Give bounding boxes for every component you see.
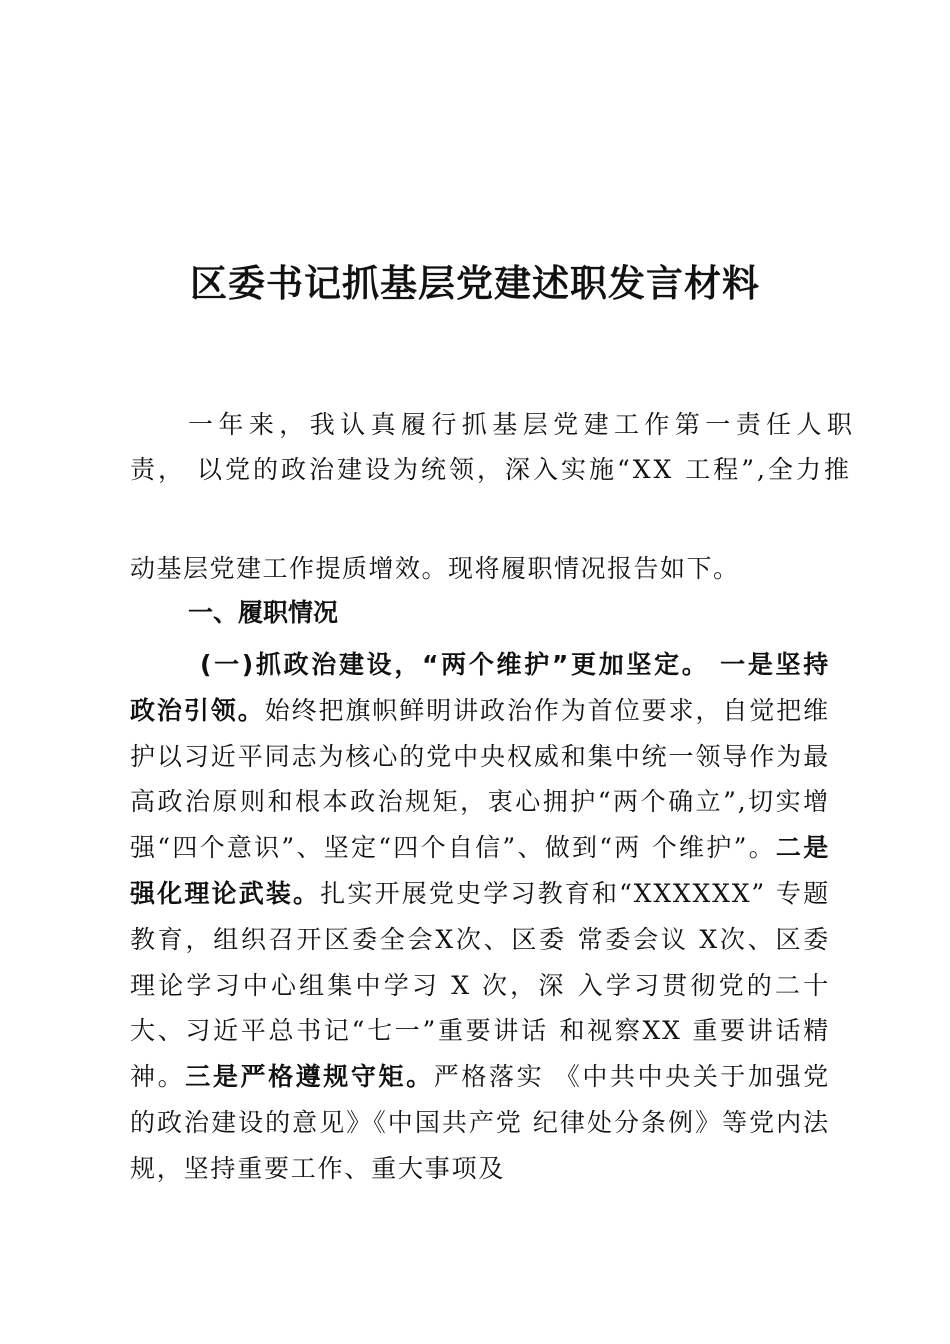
section-heading: 一、履职情况: [188, 598, 339, 627]
intro-paragraph: 一年来，我认真履行抓基层党建工作第一责任人职责， 以党的政治建设为统领，深入实施“XX 工程”,全力推: [130, 410, 855, 484]
point2-text: 扎实开展党史学习教育和“XXXXXX” 专题教育，组织召开区委全会X次、区委 常委会议 X次、区委理论学习中心组集中学习 X 次，深 入学习贯彻党的二十大、习近平总书记“七一”重要讲话 和视察XX 重要讲话精神。: [130, 878, 830, 1092]
document-title: 区委书记抓基层党建述职发言材料: [190, 262, 760, 305]
point2-title: 二是强化理论武装。: [130, 833, 830, 908]
point3-title: 三是严格遵规守矩。: [185, 1062, 434, 1092]
intro-continuation: 动基层党建工作提质增效。现将履职情况报告如下。: [130, 554, 740, 583]
subsection-paragraph: [130, 642, 830, 1192]
point1-text: 始终把旗帜鲜明讲政治作为首位要求，自觉把维护以习近平同志为核心的党中央权威和集中统一领导作为最高政治原则和根本政治规矩，衷心拥护“两个确立”,切实增强“四个意识”、坚定“四个自信”、做到“两 个维护”。: [130, 695, 830, 863]
subsection-heading: (一)抓政治建设，“两个维护”更加坚定。: [200, 650, 710, 679]
point3-text: 严格落实 《中共中央关于加强党的政治建设的意见》《中国共产党 纪律处分条例》等党内法规，坚持重要工作、重大事项及: [130, 1062, 831, 1183]
point1-title: 一是坚持政治引领。: [130, 650, 831, 725]
